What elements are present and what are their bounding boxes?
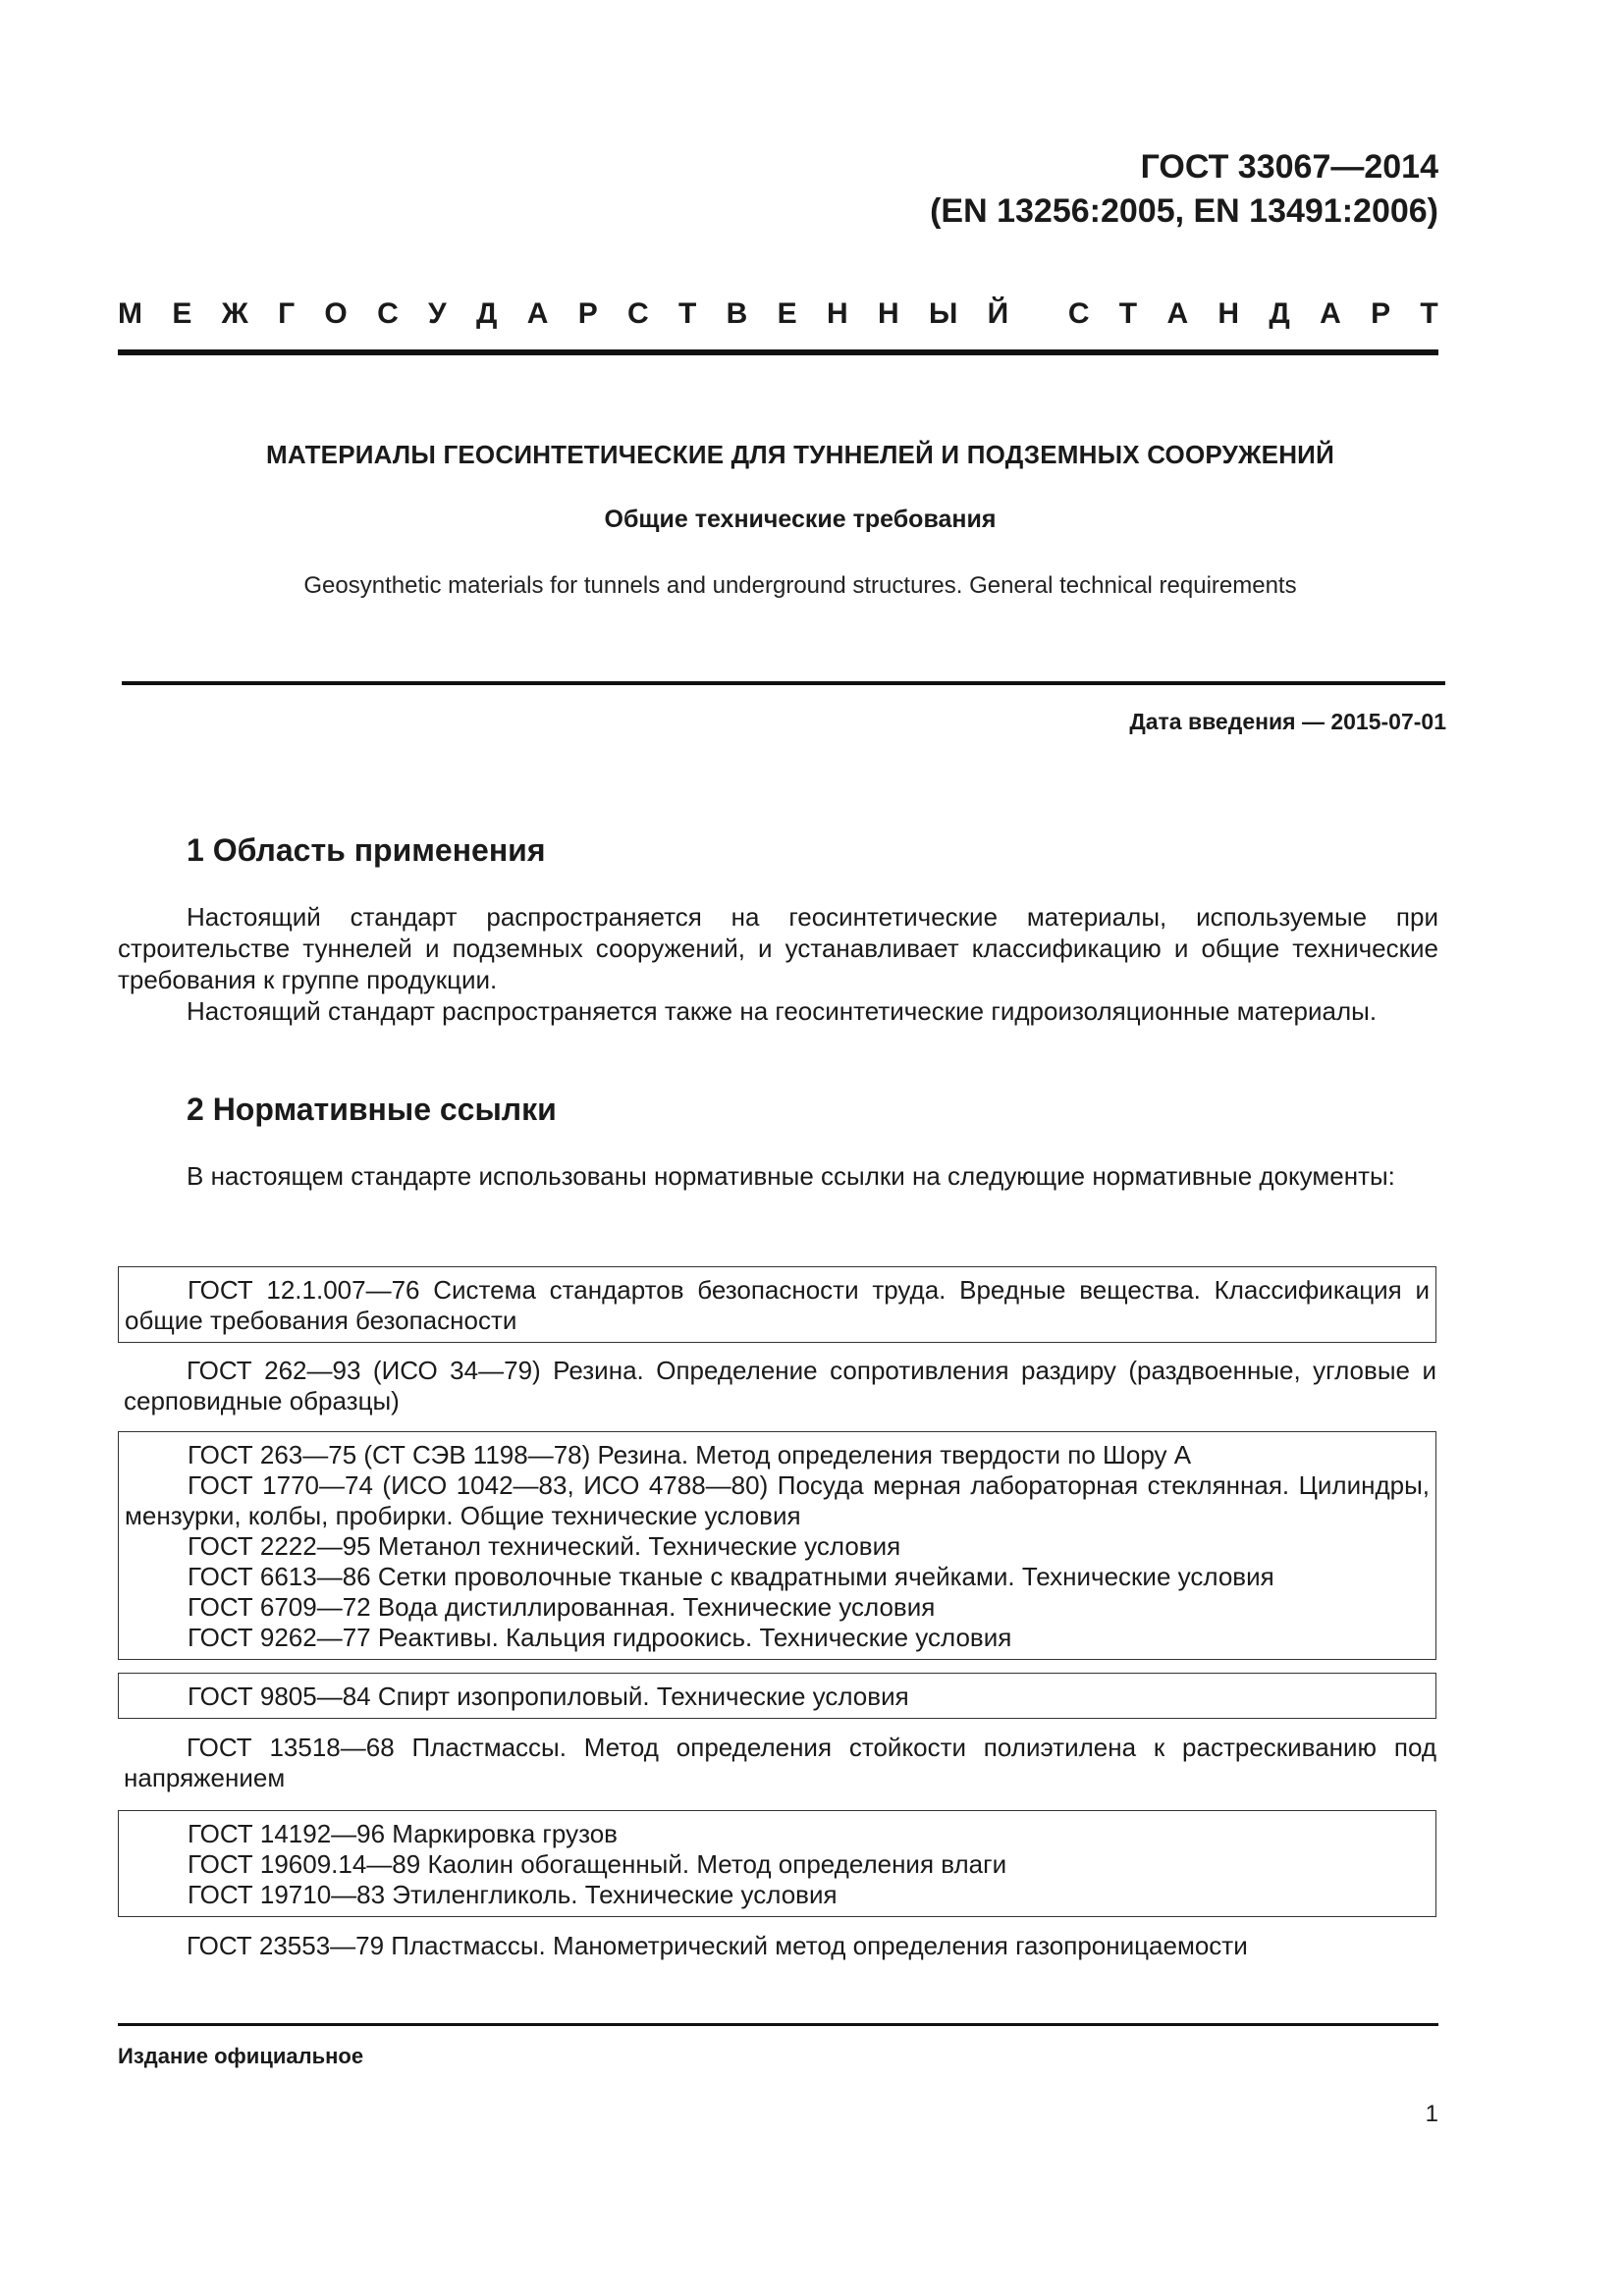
reference-plain xyxy=(124,1931,1436,1961)
doc-type-letter: Ы xyxy=(928,297,958,330)
doc-type-letter: Д xyxy=(1269,297,1290,330)
reference-item: ГОСТ 12.1.007—76 Система стандартов безопасности труда. Вредные вещества. Классификация и общие требования безопасности xyxy=(125,1275,1430,1335)
doc-type-letter: Д xyxy=(476,297,498,330)
doc-type-letter: С xyxy=(1067,297,1090,330)
page-number: 1 xyxy=(1425,2101,1438,2127)
standard-code: ГОСТ 33067—2014 xyxy=(1140,148,1438,186)
reference-item: ГОСТ 1770—74 (ИСО 1042—83, ИСО 4788—80) Посуда мерная лабораторная стеклянная. Цилиндры, мензурки, колбы, пробирки. Общие технические условия xyxy=(125,1470,1430,1530)
document-type-heading xyxy=(118,297,1438,331)
standard-code-block xyxy=(930,145,1438,234)
section1-paragraph: Настоящий стандарт распространяется также на геосинтетические гидроизоляционные материалы. xyxy=(187,996,1378,1026)
reference-item: ГОСТ 14192—96 Маркировка грузов xyxy=(188,1819,618,1848)
reference-item: ГОСТ 6613—86 Сетки проволочные тканые с квадратными ячейками. Технические условия xyxy=(188,1562,1274,1591)
doc-type-letter: А xyxy=(526,297,549,330)
doc-type-letter: Е xyxy=(172,297,192,330)
reference-item: ГОСТ 19609.14—89 Каолин обогащенный. Метод определения влаги xyxy=(188,1849,1007,1879)
doc-type-letter: С xyxy=(377,297,399,330)
references-intro: В настоящем стандарте использованы нормативные ссылки на следующие нормативные документы: xyxy=(187,1161,1395,1191)
reference-item: ГОСТ 23553—79 Пластмассы. Манометрический метод определения газопроницаемости xyxy=(187,1931,1248,1960)
doc-type-letter: Т xyxy=(1118,297,1138,330)
reference-item: ГОСТ 13518—68 Пластмассы. Метод определения стойкости полиэтилена к растрескиванию под напряжением xyxy=(124,1733,1436,1792)
reference-item: ГОСТ 19710—83 Этиленгликоль. Технические условия xyxy=(188,1880,838,1909)
doc-type-letter: Н xyxy=(826,297,848,330)
section-heading-scope: 1 Область применения xyxy=(187,832,546,868)
reference-box xyxy=(118,1673,1436,1719)
doc-type-letter: Т xyxy=(678,297,697,330)
doc-type-letter: Р xyxy=(1371,297,1391,330)
section1-body xyxy=(118,901,1438,1027)
header-divider xyxy=(118,349,1438,355)
reference-item: ГОСТ 263—75 (СТ СЭВ 1198—78) Резина. Метод определения твердости по Шору А xyxy=(188,1440,1192,1469)
doc-type-letter: Ж xyxy=(221,297,248,330)
doc-type-letter: А xyxy=(1320,297,1341,330)
doc-type-letter: У xyxy=(428,297,447,330)
reference-plain xyxy=(124,1356,1436,1416)
reference-item: ГОСТ 9262—77 Реактивы. Кальция гидроокись. Технические условия xyxy=(188,1623,1012,1652)
reference-plain xyxy=(124,1733,1436,1793)
doc-type-letter: Н xyxy=(877,297,899,330)
doc-type-letter: М xyxy=(118,297,142,330)
standard-en-code: (EN 13256:2005, EN 13491:2006) xyxy=(930,192,1438,230)
reference-item: ГОСТ 2222—95 Метанол технический. Технические условия xyxy=(188,1531,901,1561)
document-subtitle: Общие технические требования xyxy=(604,506,997,533)
reference-item: ГОСТ 9805—84 Спирт изопропиловый. Технические условия xyxy=(188,1682,909,1711)
section-heading-references: 2 Нормативные ссылки xyxy=(187,1092,557,1127)
introduction-date: Дата введения — 2015-07-01 xyxy=(1129,709,1446,734)
doc-type-letter: Г xyxy=(278,297,296,330)
english-title: Geosynthetic materials for tunnels and underground structures. General technical requirements xyxy=(303,572,1297,599)
doc-type-letter: Т xyxy=(1420,297,1438,330)
reference-item: ГОСТ 6709—72 Вода дистиллированная. Технические условия xyxy=(188,1592,936,1622)
doc-type-letter: Й xyxy=(987,297,1009,330)
reference-item: ГОСТ 262—93 (ИСО 34—79) Резина. Определение сопротивления раздиру (раздвоенные, угловые и серповидные образцы) xyxy=(124,1356,1436,1415)
official-edition-label: Издание официальное xyxy=(118,2044,364,2068)
doc-type-letter: О xyxy=(324,297,348,330)
document-title: МАТЕРИАЛЫ ГЕОСИНТЕТИЧЕСКИЕ ДЛЯ ТУННЕЛЕЙ И ПОДЗЕМНЫХ СООРУЖЕНИЙ xyxy=(266,440,1334,469)
doc-type-letter: С xyxy=(627,297,649,330)
doc-type-letter: А xyxy=(1166,297,1189,330)
reference-box xyxy=(118,1266,1436,1343)
doc-type-letter: Р xyxy=(577,297,598,330)
doc-type-letter: Е xyxy=(777,297,797,330)
reference-box xyxy=(118,1431,1436,1660)
title-divider xyxy=(122,681,1445,685)
section1-paragraph: Настоящий стандарт распространяется на геосинтетические материалы, используемые при строительстве туннелей и подземных сооружений, и устанавливает классификацию и общие технические требования к группе продукции. xyxy=(118,902,1438,994)
reference-box xyxy=(118,1810,1436,1917)
doc-type-letter: Н xyxy=(1217,297,1240,330)
doc-type-letter: В xyxy=(726,297,748,330)
footer-divider xyxy=(118,2023,1438,2026)
